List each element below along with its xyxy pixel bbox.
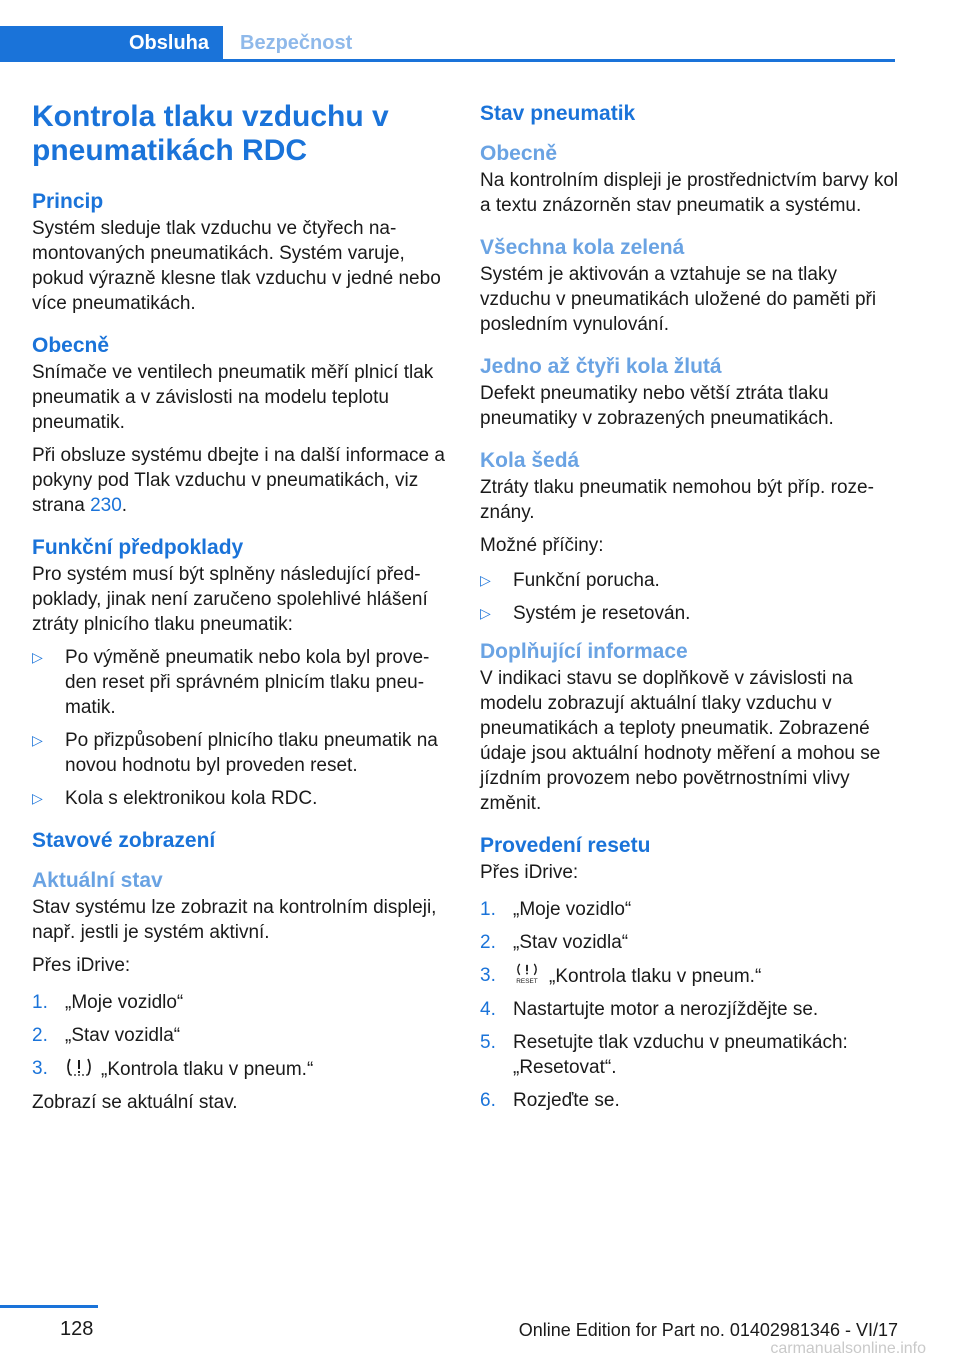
step-number: 1.	[480, 899, 496, 920]
heading-funkcni-predpoklady: Funkční předpoklady	[32, 536, 244, 559]
priciny-list	[480, 568, 900, 626]
step-number: 5.	[480, 1032, 496, 1053]
list-item	[480, 1088, 900, 1113]
text-aktualni-stav: Stav systému lze zobrazit na kontrolním displeji, např. jestli je systém aktivní.	[32, 897, 437, 943]
tab-bezpecnost[interactable]: Bezpečnost	[240, 32, 353, 54]
heading-provedeni-resetu: Provedení resetu	[480, 834, 651, 857]
step-text: „Kontrola tlaku v pneum.“	[101, 1059, 314, 1080]
section-obecne	[32, 332, 452, 518]
heading-aktualni-stav: Aktuální stav	[32, 869, 163, 892]
step-number: 6.	[480, 1090, 496, 1111]
reset-icon-label: RESET	[516, 978, 538, 985]
list-item	[480, 930, 900, 955]
step-text: „Moje vozidlo“	[65, 992, 184, 1013]
text-zelena: Systém je aktivován a vztahuje se na tlaky vzduchu v pneumatikách uložené do paměti při posledním vynulování.	[480, 264, 877, 335]
tab-underline	[0, 59, 895, 62]
text-pres-idrive: Přes iDrive:	[32, 955, 131, 976]
step-number: 2.	[480, 932, 496, 953]
list-item	[32, 728, 452, 778]
status-steps-list	[32, 990, 452, 1082]
step-text: Nastartujte motor a nerozjíždějte se.	[513, 999, 819, 1020]
heading-obecne-right: Obecně	[480, 142, 558, 165]
step-number: 4.	[480, 999, 496, 1020]
text-doplnujici: V indikaci stavu se doplňkově v závislosti na modelu zobrazují aktuální tlaky vzduchu v pneumatikách a teploty pneumatik. Zobrazené údaje jsou aktuální hodnoty měření a mohou se jízdním provozem nebo povětrnostními vlivy změnit.	[480, 668, 881, 814]
text-obecne-2-before: Při obsluze systému dbejte i na další informace a pokyny pod Tlak vzduchu v pneumatikách, viz strana	[32, 445, 445, 516]
text-funkcni-intro: Pro systém musí být splněny následující předpoklady, jinak není zaručeno spolehlivé hlášení ztráty plnicího tlaku pneumatik:	[32, 564, 428, 635]
step-text: „Kontrola tlaku v pneum.“	[549, 966, 762, 987]
list-item-text: Funkční porucha.	[513, 570, 660, 591]
triangle-right-icon: ▷	[480, 572, 491, 588]
text-vysledek: Zobrazí se aktuální stav.	[32, 1092, 238, 1113]
triangle-right-icon: ▷	[32, 649, 43, 665]
edition-note: Online Edition for Part no. 01402981346 - VI/17	[518, 1320, 898, 1340]
text-obecne-2	[32, 443, 452, 518]
triangle-right-icon: ▷	[32, 732, 43, 748]
heading-doplnujici: Doplňující informace	[480, 640, 688, 663]
heading-obecne: Obecně	[32, 334, 110, 357]
text-obecne-2-after: .	[121, 495, 128, 516]
step-text: Rozjeďte se.	[513, 1090, 620, 1111]
step-number: 2.	[32, 1025, 48, 1046]
watermark: carmanualsonline.info	[770, 1340, 926, 1357]
step-text: „Stav vozidla“	[65, 1025, 181, 1046]
list-item	[480, 963, 900, 989]
list-item	[32, 1023, 452, 1048]
section-stav-pneumatik	[480, 100, 900, 816]
text-zluta: Defekt pneumatiky nebo větší ztráta tlaku pneumatiky v zobrazených pneumatikách.	[480, 383, 834, 429]
list-item-text: Po výměně pneumatik nebo kola byl proveden reset při správném plnicím tlaku pneumatik.	[65, 647, 430, 718]
page-title: Kontrola tlaku vzduchu v pneumatikách RDC	[32, 100, 389, 167]
list-item	[32, 990, 452, 1015]
list-item	[480, 897, 900, 922]
heading-zluta: Jedno až čtyři kola žlutá	[480, 355, 722, 378]
section-provedeni-resetu	[480, 832, 900, 1113]
heading-princip: Princip	[32, 190, 104, 213]
text-obecne-right: Na kontrolním displeji je prostřednictvím barvy kol a textu znázorněn stav pneumatik a systému.	[480, 170, 899, 216]
heading-stavove-zobrazeni: Stavové zobrazení	[32, 829, 216, 852]
left-column	[32, 100, 452, 1131]
text-seda: Ztráty tlaku pneumatik nemohou být příp. rozeznány.	[480, 477, 874, 523]
text-obecne-1: Snímače ve ventilech pneumatik měří plnicí tlak pneumatik a v závislosti na modelu teplotu pneumatik.	[32, 362, 434, 433]
footer-rule	[0, 1305, 98, 1308]
heading-seda: Kola šedá	[480, 449, 580, 472]
list-item	[32, 786, 452, 811]
triangle-right-icon: ▷	[480, 605, 491, 621]
reset-steps-list	[480, 897, 900, 1113]
predpoklady-list	[32, 645, 452, 811]
step-text: „Stav vozidla“	[513, 932, 629, 953]
list-item-text: Po přizpůsobení plnicího tlaku pneumatik na novou hodnotu byl proveden reset.	[65, 730, 438, 776]
heading-zelena: Všechna kola zelená	[480, 236, 685, 259]
list-item	[480, 568, 900, 593]
list-item-text: Systém je resetován.	[513, 603, 691, 624]
list-item-text: Kola s elektronikou kola RDC.	[65, 788, 318, 809]
step-number: 1.	[32, 992, 48, 1013]
section-stavove-zobrazeni	[32, 827, 452, 1115]
list-item	[480, 997, 900, 1022]
list-item	[480, 601, 900, 626]
step-text: „Moje vozidlo“	[513, 899, 632, 920]
text-pres-idrive-reset: Přes iDrive:	[480, 862, 579, 883]
right-column	[480, 100, 900, 1129]
list-item	[32, 645, 452, 720]
text-priciny: Možné příčiny:	[480, 535, 604, 556]
step-text: Resetujte tlak vzduchu v pneumatikách: „Resetovat“.	[513, 1032, 848, 1078]
triangle-right-icon: ▷	[32, 790, 43, 806]
tire-pressure-warning-icon	[65, 1056, 93, 1078]
section-funkcni-predpoklady	[32, 534, 452, 811]
list-item	[32, 1056, 452, 1082]
tab-obsluha[interactable]: Obsluha	[0, 26, 223, 62]
step-number: 3.	[480, 965, 496, 986]
page-reference-link[interactable]: 230	[90, 495, 122, 516]
step-number: 3.	[32, 1058, 48, 1079]
text-princip: Systém sleduje tlak vzduchu ve čtyřech namontovaných pneumatikách. Systém varuje, pokud výrazně klesne tlak vzduchu v jedné nebo více pneumatikách.	[32, 218, 441, 314]
section-princip	[32, 188, 452, 316]
list-item	[480, 1030, 900, 1080]
page-number: 128	[60, 1318, 94, 1340]
tire-pressure-reset-icon	[513, 963, 541, 985]
section-tabs	[0, 26, 895, 62]
heading-stav-pneumatik: Stav pneumatik	[480, 102, 636, 125]
